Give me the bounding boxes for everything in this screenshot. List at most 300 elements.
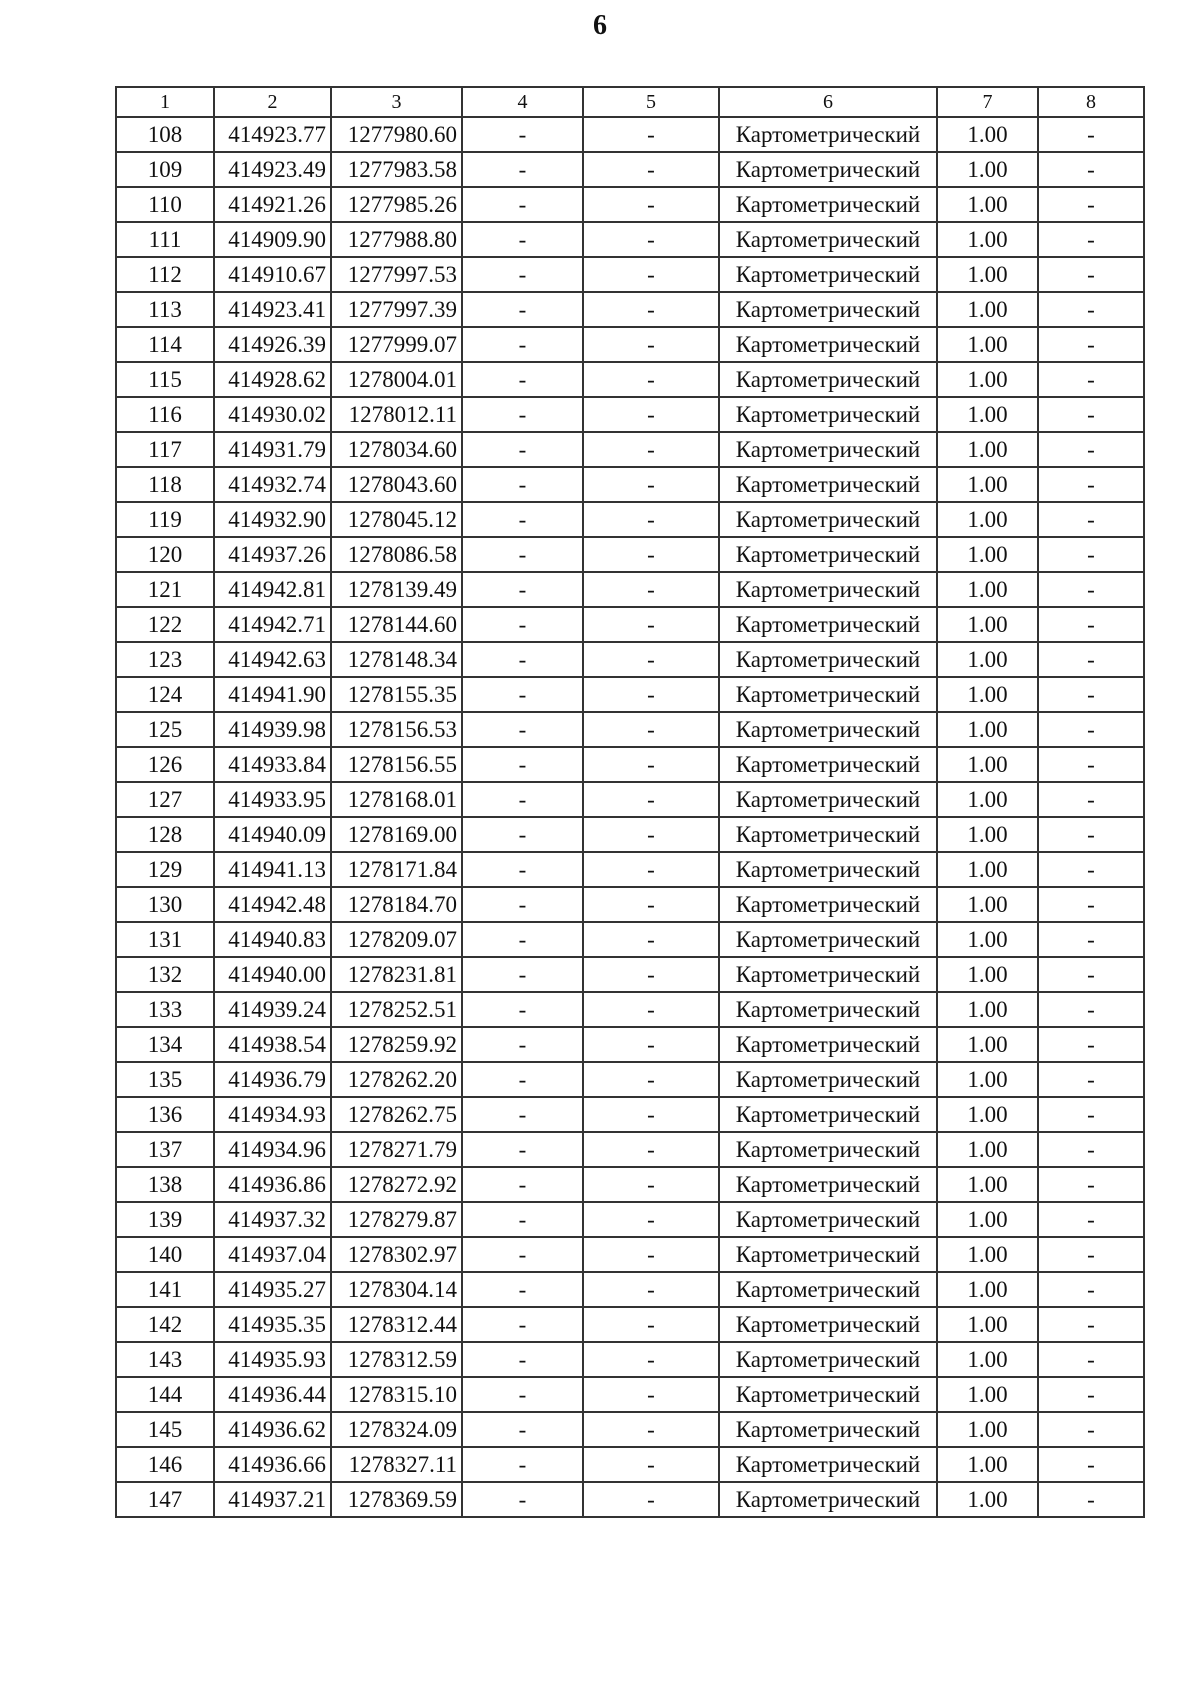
point-number-cell: 109 <box>116 152 214 187</box>
point-number-cell: 117 <box>116 432 214 467</box>
y-coordinate-cell: 1277999.07 <box>331 327 462 362</box>
y-coordinate-cell: 1278148.34 <box>331 642 462 677</box>
accuracy-cell: 1.00 <box>937 222 1038 257</box>
col-8-cell: - <box>1038 292 1144 327</box>
col-4-cell: - <box>462 712 583 747</box>
method-cell: Картометрический <box>719 362 937 397</box>
col-5-header: 5 <box>583 87 719 117</box>
point-number-cell: 144 <box>116 1377 214 1412</box>
col-5-cell: - <box>583 887 719 922</box>
col-4-cell: - <box>462 1482 583 1517</box>
col-5-cell: - <box>583 922 719 957</box>
method-cell: Картометрический <box>719 607 937 642</box>
method-cell: Картометрический <box>719 187 937 222</box>
col-4-cell: - <box>462 1167 583 1202</box>
accuracy-cell: 1.00 <box>937 292 1038 327</box>
col-8-cell: - <box>1038 432 1144 467</box>
point-number-cell: 124 <box>116 677 214 712</box>
col-5-cell: - <box>583 607 719 642</box>
point-number-cell: 121 <box>116 572 214 607</box>
col-8-cell: - <box>1038 1482 1144 1517</box>
col-8-cell: - <box>1038 1202 1144 1237</box>
table-row <box>116 152 1144 187</box>
accuracy-cell: 1.00 <box>937 887 1038 922</box>
method-cell: Картометрический <box>719 852 937 887</box>
y-coordinate-cell: 1277985.26 <box>331 187 462 222</box>
table-row <box>116 992 1144 1027</box>
table-row <box>116 1307 1144 1342</box>
y-coordinate-cell: 1277980.60 <box>331 117 462 152</box>
accuracy-cell: 1.00 <box>937 1202 1038 1237</box>
accuracy-cell: 1.00 <box>937 712 1038 747</box>
point-number-cell: 116 <box>116 397 214 432</box>
x-coordinate-cell: 414937.32 <box>214 1202 331 1237</box>
col-5-cell: - <box>583 292 719 327</box>
point-number-cell: 118 <box>116 467 214 502</box>
x-coordinate-cell: 414923.49 <box>214 152 331 187</box>
col-number-header: 1 <box>116 87 214 117</box>
y-coordinate-cell: 1278279.87 <box>331 1202 462 1237</box>
col-4-cell: - <box>462 432 583 467</box>
point-number-cell: 125 <box>116 712 214 747</box>
y-coordinate-cell: 1278168.01 <box>331 782 462 817</box>
y-coordinate-cell: 1278259.92 <box>331 1027 462 1062</box>
col-4-cell: - <box>462 537 583 572</box>
table-row <box>116 1412 1144 1447</box>
method-cell: Картометрический <box>719 1132 937 1167</box>
y-coordinate-cell: 1278231.81 <box>331 957 462 992</box>
table-row <box>116 1447 1144 1482</box>
col-8-cell: - <box>1038 1027 1144 1062</box>
y-coordinate-cell: 1277997.53 <box>331 257 462 292</box>
point-number-cell: 122 <box>116 607 214 642</box>
y-coordinate-cell: 1278272.92 <box>331 1167 462 1202</box>
accuracy-cell: 1.00 <box>937 1132 1038 1167</box>
y-coordinate-cell: 1278324.09 <box>331 1412 462 1447</box>
method-cell: Картометрический <box>719 957 937 992</box>
point-number-cell: 140 <box>116 1237 214 1272</box>
col-4-cell: - <box>462 187 583 222</box>
col-5-cell: - <box>583 992 719 1027</box>
x-coordinate-cell: 414936.86 <box>214 1167 331 1202</box>
y-coordinate-cell: 1278043.60 <box>331 467 462 502</box>
col-8-cell: - <box>1038 642 1144 677</box>
col-4-cell: - <box>462 222 583 257</box>
table-row <box>116 432 1144 467</box>
col-4-cell: - <box>462 887 583 922</box>
x-coordinate-cell: 414932.90 <box>214 502 331 537</box>
col-5-cell: - <box>583 152 719 187</box>
method-cell: Картометрический <box>719 537 937 572</box>
table-row <box>116 1027 1144 1062</box>
accuracy-cell: 1.00 <box>937 957 1038 992</box>
accuracy-cell: 1.00 <box>937 1307 1038 1342</box>
y-coordinate-cell: 1278262.75 <box>331 1097 462 1132</box>
table-row <box>116 257 1144 292</box>
accuracy-cell: 1.00 <box>937 852 1038 887</box>
point-number-cell: 113 <box>116 292 214 327</box>
table-row <box>116 222 1144 257</box>
y-coordinate-cell: 1278262.20 <box>331 1062 462 1097</box>
col-8-cell: - <box>1038 327 1144 362</box>
col-4-cell: - <box>462 852 583 887</box>
accuracy-cell: 1.00 <box>937 1447 1038 1482</box>
accuracy-cell: 1.00 <box>937 1412 1038 1447</box>
method-cell: Картометрический <box>719 572 937 607</box>
col-8-cell: - <box>1038 992 1144 1027</box>
col-4-cell: - <box>462 1062 583 1097</box>
accuracy-cell: 1.00 <box>937 642 1038 677</box>
method-cell: Картометрический <box>719 1097 937 1132</box>
col-5-cell: - <box>583 117 719 152</box>
table-row <box>116 397 1144 432</box>
accuracy-cell: 1.00 <box>937 537 1038 572</box>
col-5-cell: - <box>583 397 719 432</box>
accuracy-cell: 1.00 <box>937 922 1038 957</box>
point-number-cell: 115 <box>116 362 214 397</box>
table-row <box>116 817 1144 852</box>
point-number-cell: 146 <box>116 1447 214 1482</box>
x-coordinate-cell: 414942.71 <box>214 607 331 642</box>
col-8-cell: - <box>1038 1447 1144 1482</box>
col-4-cell: - <box>462 1202 583 1237</box>
col-accuracy-header: 7 <box>937 87 1038 117</box>
accuracy-cell: 1.00 <box>937 467 1038 502</box>
point-number-cell: 111 <box>116 222 214 257</box>
y-coordinate-cell: 1278169.00 <box>331 817 462 852</box>
point-number-cell: 119 <box>116 502 214 537</box>
col-4-cell: - <box>462 607 583 642</box>
method-cell: Картометрический <box>719 257 937 292</box>
table-row <box>116 117 1144 152</box>
point-number-cell: 131 <box>116 922 214 957</box>
coordinates-table <box>115 86 1145 1518</box>
point-number-cell: 123 <box>116 642 214 677</box>
accuracy-cell: 1.00 <box>937 187 1038 222</box>
accuracy-cell: 1.00 <box>937 782 1038 817</box>
table-row <box>116 467 1144 502</box>
col-8-cell: - <box>1038 1342 1144 1377</box>
col-5-cell: - <box>583 1342 719 1377</box>
y-coordinate-cell: 1277983.58 <box>331 152 462 187</box>
point-number-cell: 138 <box>116 1167 214 1202</box>
x-coordinate-cell: 414930.02 <box>214 397 331 432</box>
col-method-header: 6 <box>719 87 937 117</box>
y-coordinate-cell: 1278312.44 <box>331 1307 462 1342</box>
x-coordinate-cell: 414909.90 <box>214 222 331 257</box>
accuracy-cell: 1.00 <box>937 1482 1038 1517</box>
method-cell: Картометрический <box>719 432 937 467</box>
accuracy-cell: 1.00 <box>937 327 1038 362</box>
table-row <box>116 642 1144 677</box>
x-coordinate-cell: 414932.74 <box>214 467 331 502</box>
table-row <box>116 187 1144 222</box>
y-coordinate-cell: 1278012.11 <box>331 397 462 432</box>
col-5-cell: - <box>583 1482 719 1517</box>
method-cell: Картометрический <box>719 642 937 677</box>
col-5-cell: - <box>583 1027 719 1062</box>
col-4-cell: - <box>462 117 583 152</box>
point-number-cell: 135 <box>116 1062 214 1097</box>
method-cell: Картометрический <box>719 1167 937 1202</box>
y-coordinate-cell: 1277997.39 <box>331 292 462 327</box>
method-cell: Картометрический <box>719 152 937 187</box>
x-coordinate-cell: 414942.81 <box>214 572 331 607</box>
point-number-cell: 112 <box>116 257 214 292</box>
method-cell: Картометрический <box>719 1482 937 1517</box>
table-row <box>116 327 1144 362</box>
col-8-cell: - <box>1038 1097 1144 1132</box>
col-8-cell: - <box>1038 957 1144 992</box>
x-coordinate-cell: 414936.44 <box>214 1377 331 1412</box>
table-row <box>116 1377 1144 1412</box>
col-5-cell: - <box>583 1167 719 1202</box>
point-number-cell: 120 <box>116 537 214 572</box>
method-cell: Картометрический <box>719 817 937 852</box>
col-8-cell: - <box>1038 572 1144 607</box>
x-coordinate-cell: 414935.27 <box>214 1272 331 1307</box>
col-8-cell: - <box>1038 502 1144 537</box>
col-5-cell: - <box>583 362 719 397</box>
col-5-cell: - <box>583 712 719 747</box>
col-4-cell: - <box>462 1342 583 1377</box>
y-coordinate-cell: 1278271.79 <box>331 1132 462 1167</box>
col-5-cell: - <box>583 957 719 992</box>
method-cell: Картометрический <box>719 782 937 817</box>
point-number-cell: 147 <box>116 1482 214 1517</box>
col-8-cell: - <box>1038 1272 1144 1307</box>
col-8-cell: - <box>1038 1167 1144 1202</box>
col-5-cell: - <box>583 432 719 467</box>
col-5-cell: - <box>583 677 719 712</box>
col-x-header: 2 <box>214 87 331 117</box>
x-coordinate-cell: 414940.83 <box>214 922 331 957</box>
col-5-cell: - <box>583 1307 719 1342</box>
col-4-cell: - <box>462 1447 583 1482</box>
x-coordinate-cell: 414938.54 <box>214 1027 331 1062</box>
x-coordinate-cell: 414935.35 <box>214 1307 331 1342</box>
table-row <box>116 677 1144 712</box>
accuracy-cell: 1.00 <box>937 362 1038 397</box>
y-coordinate-cell: 1278209.07 <box>331 922 462 957</box>
method-cell: Картометрический <box>719 397 937 432</box>
point-number-cell: 108 <box>116 117 214 152</box>
method-cell: Картометрический <box>719 1377 937 1412</box>
table-row <box>116 782 1144 817</box>
table-row <box>116 1062 1144 1097</box>
col-8-cell: - <box>1038 782 1144 817</box>
x-coordinate-cell: 414926.39 <box>214 327 331 362</box>
point-number-cell: 139 <box>116 1202 214 1237</box>
method-cell: Картометрический <box>719 117 937 152</box>
col-8-cell: - <box>1038 712 1144 747</box>
accuracy-cell: 1.00 <box>937 747 1038 782</box>
method-cell: Картометрический <box>719 327 937 362</box>
col-8-cell: - <box>1038 1237 1144 1272</box>
method-cell: Картометрический <box>719 712 937 747</box>
col-5-cell: - <box>583 467 719 502</box>
col-4-header: 4 <box>462 87 583 117</box>
accuracy-cell: 1.00 <box>937 432 1038 467</box>
accuracy-cell: 1.00 <box>937 1272 1038 1307</box>
x-coordinate-cell: 414921.26 <box>214 187 331 222</box>
method-cell: Картометрический <box>719 1202 937 1237</box>
y-coordinate-cell: 1278144.60 <box>331 607 462 642</box>
x-coordinate-cell: 414936.62 <box>214 1412 331 1447</box>
point-number-cell: 129 <box>116 852 214 887</box>
table-row <box>116 292 1144 327</box>
y-coordinate-cell: 1278312.59 <box>331 1342 462 1377</box>
point-number-cell: 110 <box>116 187 214 222</box>
x-coordinate-cell: 414936.79 <box>214 1062 331 1097</box>
x-coordinate-cell: 414937.21 <box>214 1482 331 1517</box>
method-cell: Картометрический <box>719 1062 937 1097</box>
point-number-cell: 114 <box>116 327 214 362</box>
table-row <box>116 1482 1144 1517</box>
method-cell: Картометрический <box>719 292 937 327</box>
col-4-cell: - <box>462 362 583 397</box>
y-coordinate-cell: 1278155.35 <box>331 677 462 712</box>
table-body <box>116 117 1144 1517</box>
x-coordinate-cell: 414937.04 <box>214 1237 331 1272</box>
col-8-cell: - <box>1038 222 1144 257</box>
col-8-cell: - <box>1038 1062 1144 1097</box>
y-coordinate-cell: 1278304.14 <box>331 1272 462 1307</box>
col-4-cell: - <box>462 152 583 187</box>
accuracy-cell: 1.00 <box>937 1097 1038 1132</box>
y-coordinate-cell: 1278184.70 <box>331 887 462 922</box>
col-5-cell: - <box>583 257 719 292</box>
accuracy-cell: 1.00 <box>937 1377 1038 1412</box>
y-coordinate-cell: 1278139.49 <box>331 572 462 607</box>
method-cell: Картометрический <box>719 1342 937 1377</box>
table-row <box>116 502 1144 537</box>
col-5-cell: - <box>583 747 719 782</box>
x-coordinate-cell: 414942.63 <box>214 642 331 677</box>
col-4-cell: - <box>462 747 583 782</box>
x-coordinate-cell: 414940.09 <box>214 817 331 852</box>
table-row <box>116 852 1144 887</box>
col-8-cell: - <box>1038 607 1144 642</box>
accuracy-cell: 1.00 <box>937 572 1038 607</box>
col-4-cell: - <box>462 1412 583 1447</box>
y-coordinate-cell: 1278302.97 <box>331 1237 462 1272</box>
table-row <box>116 712 1144 747</box>
col-8-cell: - <box>1038 747 1144 782</box>
method-cell: Картометрический <box>719 1237 937 1272</box>
col-4-cell: - <box>462 502 583 537</box>
col-5-cell: - <box>583 187 719 222</box>
method-cell: Картометрический <box>719 1307 937 1342</box>
col-8-cell: - <box>1038 852 1144 887</box>
accuracy-cell: 1.00 <box>937 1167 1038 1202</box>
x-coordinate-cell: 414939.98 <box>214 712 331 747</box>
x-coordinate-cell: 414939.24 <box>214 992 331 1027</box>
method-cell: Картометрический <box>719 1447 937 1482</box>
x-coordinate-cell: 414941.90 <box>214 677 331 712</box>
col-5-cell: - <box>583 1202 719 1237</box>
col-8-cell: - <box>1038 677 1144 712</box>
col-8-cell: - <box>1038 117 1144 152</box>
col-5-cell: - <box>583 1272 719 1307</box>
col-4-cell: - <box>462 292 583 327</box>
accuracy-cell: 1.00 <box>937 257 1038 292</box>
accuracy-cell: 1.00 <box>937 607 1038 642</box>
col-8-cell: - <box>1038 1132 1144 1167</box>
x-coordinate-cell: 414923.77 <box>214 117 331 152</box>
table-row <box>116 572 1144 607</box>
table-row <box>116 1132 1144 1167</box>
table-row <box>116 607 1144 642</box>
col-4-cell: - <box>462 817 583 852</box>
col-8-cell: - <box>1038 887 1144 922</box>
col-4-cell: - <box>462 1237 583 1272</box>
accuracy-cell: 1.00 <box>937 397 1038 432</box>
table-row <box>116 1342 1144 1377</box>
col-4-cell: - <box>462 957 583 992</box>
y-coordinate-cell: 1278327.11 <box>331 1447 462 1482</box>
col-4-cell: - <box>462 1307 583 1342</box>
table-row <box>116 537 1144 572</box>
table-row <box>116 1097 1144 1132</box>
col-4-cell: - <box>462 467 583 502</box>
col-8-cell: - <box>1038 1307 1144 1342</box>
y-coordinate-cell: 1277988.80 <box>331 222 462 257</box>
col-8-header: 8 <box>1038 87 1144 117</box>
x-coordinate-cell: 414936.66 <box>214 1447 331 1482</box>
point-number-cell: 136 <box>116 1097 214 1132</box>
y-coordinate-cell: 1278004.01 <box>331 362 462 397</box>
point-number-cell: 142 <box>116 1307 214 1342</box>
col-5-cell: - <box>583 1377 719 1412</box>
page-number: 6 <box>593 10 607 41</box>
method-cell: Картометрический <box>719 1412 937 1447</box>
method-cell: Картометрический <box>719 1272 937 1307</box>
accuracy-cell: 1.00 <box>937 152 1038 187</box>
col-5-cell: - <box>583 327 719 362</box>
col-4-cell: - <box>462 1272 583 1307</box>
col-8-cell: - <box>1038 1377 1144 1412</box>
col-4-cell: - <box>462 257 583 292</box>
col-4-cell: - <box>462 572 583 607</box>
col-5-cell: - <box>583 782 719 817</box>
x-coordinate-cell: 414940.00 <box>214 957 331 992</box>
col-4-cell: - <box>462 327 583 362</box>
y-coordinate-cell: 1278369.59 <box>331 1482 462 1517</box>
col-5-cell: - <box>583 537 719 572</box>
col-4-cell: - <box>462 992 583 1027</box>
x-coordinate-cell: 414934.93 <box>214 1097 331 1132</box>
col-4-cell: - <box>462 397 583 432</box>
y-coordinate-cell: 1278034.60 <box>331 432 462 467</box>
point-number-cell: 128 <box>116 817 214 852</box>
col-5-cell: - <box>583 572 719 607</box>
accuracy-cell: 1.00 <box>937 677 1038 712</box>
col-5-cell: - <box>583 222 719 257</box>
table-header-row <box>116 87 1144 117</box>
col-5-cell: - <box>583 642 719 677</box>
accuracy-cell: 1.00 <box>937 117 1038 152</box>
point-number-cell: 137 <box>116 1132 214 1167</box>
method-cell: Картометрический <box>719 887 937 922</box>
col-8-cell: - <box>1038 257 1144 292</box>
method-cell: Картометрический <box>719 502 937 537</box>
point-number-cell: 133 <box>116 992 214 1027</box>
y-coordinate-cell: 1278315.10 <box>331 1377 462 1412</box>
y-coordinate-cell: 1278252.51 <box>331 992 462 1027</box>
col-5-cell: - <box>583 817 719 852</box>
table-row <box>116 1272 1144 1307</box>
